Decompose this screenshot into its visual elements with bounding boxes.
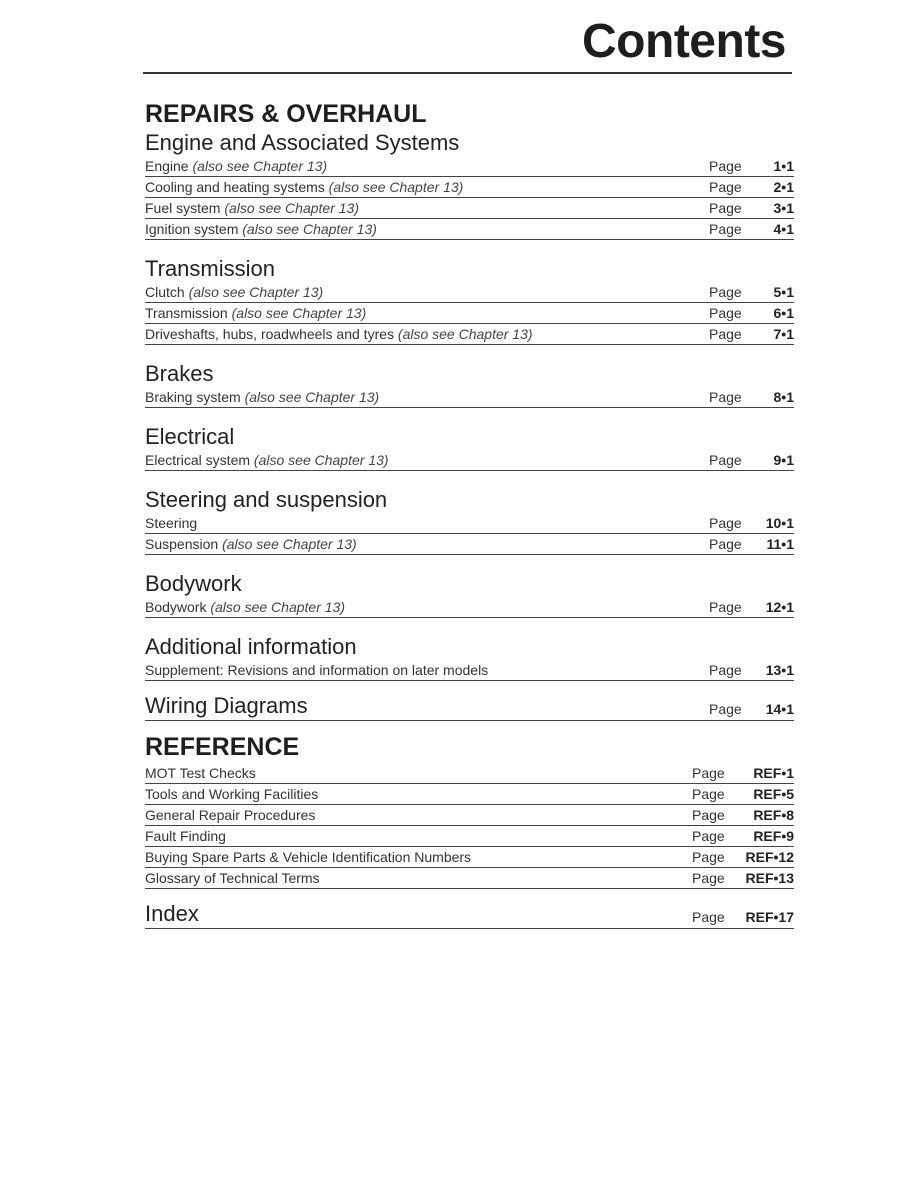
page-number: REF•17 — [745, 908, 794, 925]
page-number: REF•12 — [745, 849, 794, 865]
page-word: Page — [709, 326, 742, 342]
entry-label-wrap — [145, 599, 709, 615]
entry-label-wrap — [145, 515, 709, 531]
spacer — [145, 345, 794, 361]
toc-entry[interactable] — [145, 387, 794, 408]
entry-label-wrap — [145, 158, 709, 174]
toc-entry[interactable] — [145, 847, 794, 868]
toc-entry[interactable] — [145, 303, 794, 324]
toc-entry[interactable] — [145, 177, 794, 198]
page-word: Page — [709, 599, 742, 615]
entry-note: (also see Chapter 13) — [328, 179, 464, 195]
entry-note: (also see Chapter 13) — [231, 305, 367, 321]
title-rule — [143, 72, 792, 74]
entry-note: (also see Chapter 13) — [242, 221, 377, 237]
spacer — [145, 555, 794, 571]
toc-entry[interactable] — [145, 219, 794, 240]
page-number: 12•1 — [765, 599, 794, 615]
entry-label: MOT Test Checks — [145, 765, 256, 781]
page-word: Page — [709, 221, 742, 237]
page-number: 4•1 — [773, 221, 794, 237]
toc-entry[interactable] — [145, 597, 794, 618]
page-number: REF•8 — [753, 807, 794, 823]
entry-label: Steering — [145, 515, 198, 531]
page-number: 6•1 — [773, 305, 794, 321]
page-word: Page — [709, 179, 742, 195]
page-number: 2•1 — [773, 179, 794, 195]
spacer — [145, 408, 794, 424]
toc-entry[interactable] — [145, 450, 794, 471]
page-number: 14•1 — [765, 700, 794, 717]
page-number: 3•1 — [773, 200, 794, 216]
page-word: Page — [692, 807, 725, 823]
spacer — [145, 889, 794, 899]
entry-label-wrap — [145, 179, 709, 195]
section-title-additional: Additional information — [145, 634, 357, 659]
page-word: Page — [709, 515, 742, 531]
section-title-transmission: Transmission — [145, 256, 275, 281]
toc-entry[interactable] — [145, 198, 794, 219]
entry-label-wrap — [145, 221, 709, 237]
entry-label: Fault Finding — [145, 828, 226, 844]
spacer — [145, 471, 794, 487]
page-word: Page — [709, 305, 742, 321]
entry-label: Clutch — [145, 284, 185, 300]
section-title-bodywork: Bodywork — [145, 571, 242, 596]
page-number: 8•1 — [773, 389, 794, 405]
entry-label: Buying Spare Parts & Vehicle Identification Numbers — [145, 849, 472, 865]
entry-label-wrap — [145, 326, 709, 342]
entry-label: Braking system — [145, 389, 245, 405]
toc-entry[interactable] — [145, 805, 794, 826]
section-title-engine: Engine and Associated Systems — [145, 130, 460, 155]
toc-entry[interactable] — [145, 534, 794, 555]
entry-label: Wiring Diagrams — [145, 692, 308, 718]
toc-entry[interactable] — [145, 513, 794, 534]
page-word: Page — [709, 284, 742, 300]
toc-entry[interactable] — [145, 282, 794, 303]
entry-note: (also see Chapter 13) — [192, 158, 328, 174]
page-word: Page — [709, 700, 742, 717]
page-number: 1•1 — [773, 158, 794, 174]
page-title: Contents — [582, 15, 786, 68]
entry-note: (also see Chapter 13) — [253, 452, 389, 468]
page-word: Page — [709, 200, 742, 216]
section-title-electrical: Electrical — [145, 424, 235, 449]
page-number: REF•5 — [753, 786, 794, 802]
entry-label: Tools and Working Facilities — [145, 786, 319, 802]
page-word: Page — [692, 828, 725, 844]
page-word: Page — [709, 158, 742, 174]
toc-entry[interactable] — [145, 660, 794, 681]
reference-heading: REFERENCE — [145, 733, 300, 761]
entry-label: Supplement: Revisions and information on later models — [145, 662, 489, 678]
entry-label-wrap — [145, 389, 709, 405]
page-number: 7•1 — [773, 326, 794, 342]
entry-note: (also see Chapter 13) — [244, 389, 380, 405]
entry-label: General Repair Procedures — [145, 807, 316, 823]
entry-label: Engine — [145, 158, 189, 174]
page-number: 9•1 — [773, 452, 794, 468]
toc-entry[interactable] — [145, 826, 794, 847]
entry-note: (also see Chapter 13) — [224, 200, 359, 216]
entry-label-wrap — [145, 305, 709, 321]
spacer — [145, 681, 794, 691]
entry-label: Bodywork — [145, 599, 211, 615]
toc-entry-index[interactable] — [145, 899, 794, 929]
entry-label: Index — [145, 900, 199, 926]
entry-note: (also see Chapter 13) — [210, 599, 345, 615]
section-title-brakes: Brakes — [145, 361, 214, 386]
page-number: 10•1 — [765, 515, 794, 531]
toc-entry[interactable] — [145, 868, 794, 889]
page-number: REF•9 — [753, 828, 794, 844]
spacer — [145, 618, 794, 634]
page-word: Page — [709, 452, 742, 468]
entry-label: Driveshafts, hubs, roadwheels and tyres — [145, 326, 395, 342]
page-word: Page — [692, 870, 725, 886]
entry-label: Ignition system — [145, 221, 239, 237]
entry-label-wrap — [145, 200, 709, 216]
spacer — [145, 240, 794, 256]
entry-label: Glossary of Technical Terms — [145, 870, 320, 886]
entry-label: Cooling and heating systems — [145, 179, 325, 195]
entry-label-wrap — [145, 452, 709, 468]
toc-entry[interactable] — [145, 156, 794, 177]
page-number: 13•1 — [765, 662, 794, 678]
page-word: Page — [709, 536, 742, 552]
page-number: 11•1 — [766, 536, 794, 552]
entry-note: (also see Chapter 13) — [397, 326, 533, 342]
entry-note: (also see Chapter 13) — [188, 284, 324, 300]
page-number: 5•1 — [773, 284, 794, 300]
repairs-heading: REPAIRS & OVERHAUL — [145, 100, 427, 128]
entry-label-wrap — [145, 662, 709, 678]
page-number: REF•13 — [745, 870, 794, 886]
page-word: Page — [692, 786, 725, 802]
toc-entry-wiring[interactable] — [145, 691, 794, 721]
toc-entry[interactable] — [145, 763, 794, 784]
entry-label: Suspension — [145, 536, 219, 552]
toc-entry[interactable] — [145, 784, 794, 805]
contents-list — [145, 98, 794, 929]
page-word: Page — [692, 908, 725, 925]
entry-label-wrap — [145, 536, 709, 552]
toc-entry[interactable] — [145, 324, 794, 345]
spacer — [145, 721, 794, 731]
page-word: Page — [692, 849, 725, 865]
entry-label-wrap — [145, 284, 709, 300]
entry-label: Fuel system — [145, 200, 221, 216]
entry-label: Transmission — [145, 305, 228, 321]
page-word: Page — [692, 765, 725, 781]
entry-note: (also see Chapter 13) — [222, 536, 357, 552]
section-title-steering: Steering and suspension — [145, 487, 388, 512]
page-number: REF•1 — [753, 765, 794, 781]
page-word: Page — [709, 662, 742, 678]
entry-label: Electrical system — [145, 452, 254, 468]
page-word: Page — [709, 389, 742, 405]
